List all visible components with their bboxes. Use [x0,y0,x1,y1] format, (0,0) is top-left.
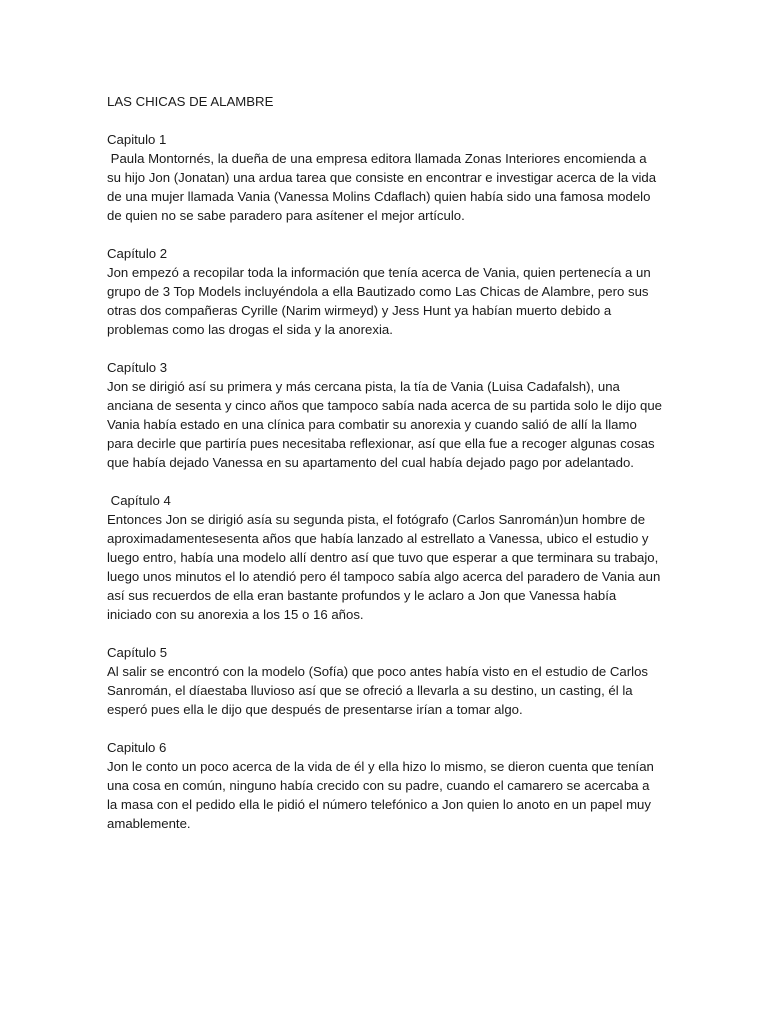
document-text [107,92,663,852]
chapter-5 [107,643,663,719]
chapter-heading: Capítulo 2 [107,246,168,261]
chapter-body: Jon le conto un poco acerca de la vida de él y ella hizo lo mismo, se dieron cuenta que tenían una cosa en común, ninguno había crecido con su padre, cuando el camarero se acercaba a la masa con el pedido ella le pidió el número telefónico a Jon quien lo anoto en un papel muy amablemente. [107,759,654,831]
chapter-heading: Capítulo 5 [107,645,168,660]
chapter-heading: Capítulo 3 [107,360,168,375]
chapter-body: Al salir se encontró con la modelo (Sofía) que poco antes había visto en el estudio de Carlos Sanromán, el díaestaba lluvioso así que se ofreció a llevarla a su destino, un casting, él la esperó pues ella le dijo que después de presentarse irían a tomar algo. [107,664,649,717]
chapter-heading: Capitulo 6 [107,740,167,755]
chapter-3 [107,358,663,472]
chapter-1 [107,130,663,225]
chapter-heading: Capitulo 1 [107,132,167,147]
chapter-heading: Capítulo 4 [107,493,171,508]
chapter-body: Jon se dirigió así su primera y más cercana pista, la tía de Vania (Luisa Cadafalsh), una anciana de sesenta y cinco años que tampoco sabía nada acerca de su partida solo le dijo que Vania había estado en una clínica para combatir su anorexia y cuando salió de allí la llamo para decirle que partiría pues necesitaba reflexionar, así que ella fue a recoger algunas cosas que había dejado Vanessa en su apartamento del cual había dejado pago por adelantado. [107,379,662,470]
chapter-2 [107,244,663,339]
chapter-body: Paula Montornés, la dueña de una empresa editora llamada Zonas Interiores encomienda a su hijo Jon (Jonatan) una ardua tarea que consiste en encontrar e investigar acerca de la vida de una mujer llamada Vania (Vanessa Molins Cdaflach) quien había sido una famosa modelo de quien no se sabe paradero para asítener el mejor artículo. [107,151,660,223]
chapter-6 [107,738,663,833]
chapter-4 [107,491,663,624]
chapter-body: Jon empezó a recopilar toda la información que tenía acerca de Vania, quien pertenecía a un grupo de 3 Top Models incluyéndola a ella Bautizado como Las Chicas de Alambre, pero sus otras dos compañeras Cyrille (Narim wirmeyd) y Jess Hunt ya habían muerto debido a problemas como las drogas el sida y la anorexia. [107,265,651,337]
chapter-body: Entonces Jon se dirigió asía su segunda pista, el fotógrafo (Carlos Sanromán)un hombre de aproximadamentesesenta años que había lanzado al estrellato a Vanessa, ubico el estudio y luego entro, había una modelo allí dentro así que tuvo que esperar a que terminara su trabajo, luego unos minutos el lo atendió pero él tampoco sabía algo acerca del paradero de Vania aun así sus recuerdos de ella eran bastante profundos y le aclaro a Jon que Vanessa había iniciado con su anorexia a los 15 o 16 años. [107,512,661,622]
document-title: LAS CHICAS DE ALAMBRE [107,94,274,109]
